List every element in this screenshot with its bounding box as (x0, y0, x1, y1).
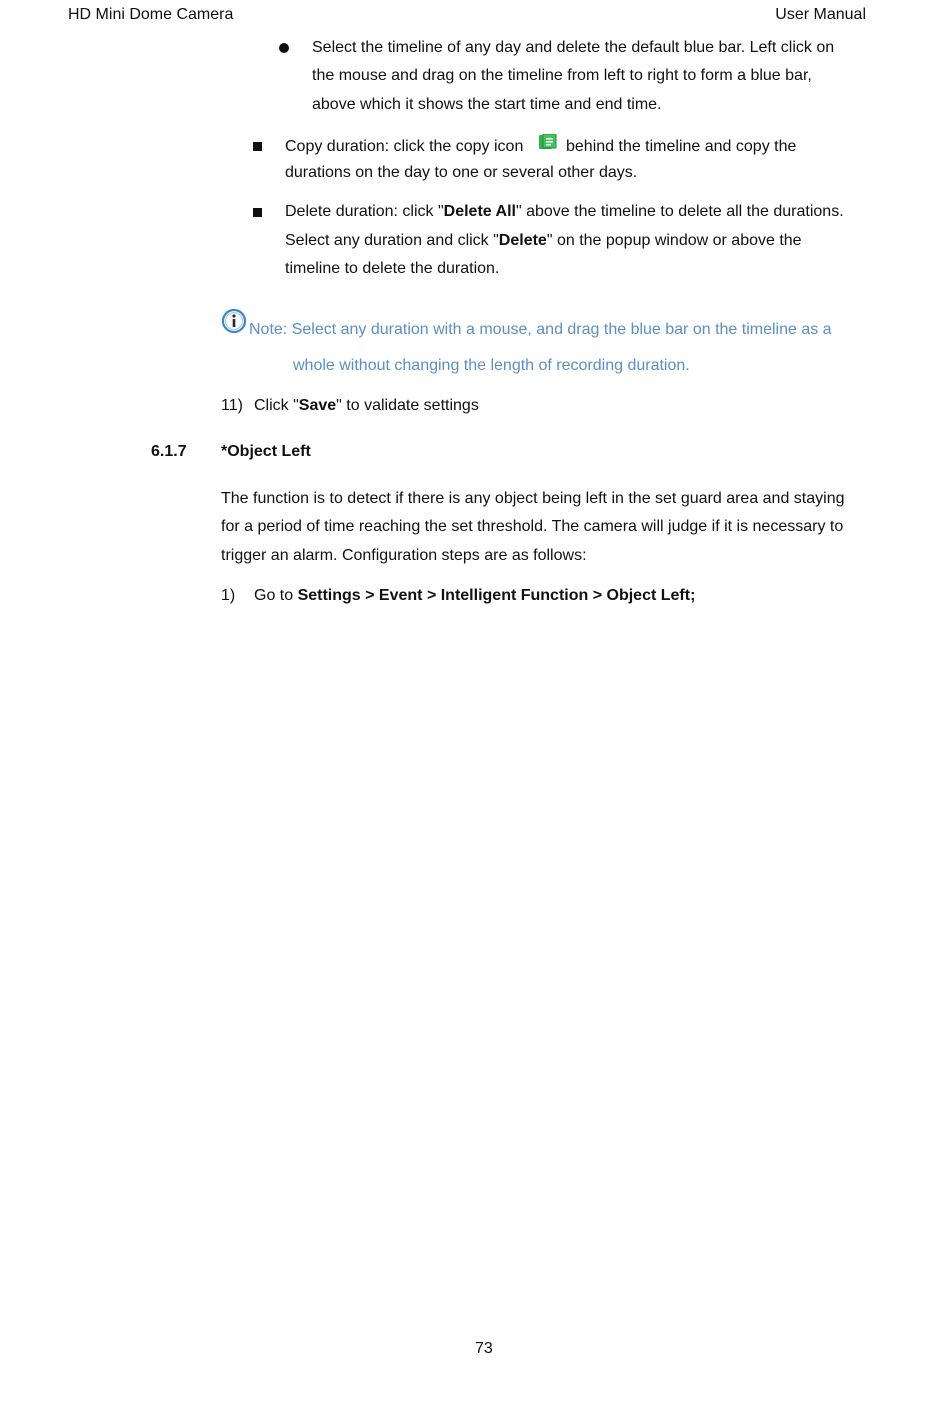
note-line-2: whole without changing the length of recording duration. (293, 357, 690, 374)
bullet-dot (279, 43, 289, 53)
delete-duration-line-2: Select any duration and click "Delete" on the popup window or above the (285, 232, 802, 249)
paragraph-line-2: for a period of time reaching the set threshold. The camera will judge if it is necessary to (221, 518, 844, 535)
step-11-number: 11) (221, 397, 243, 414)
copy-duration-line-2: durations on the day to one or several other days. (285, 164, 638, 181)
delete-duration-line-3: timeline to delete the duration. (285, 260, 500, 277)
copy-icon (539, 134, 557, 150)
note-line-1: Note: Select any duration with a mouse, and drag the blue bar on the timeline as a (249, 321, 832, 338)
step-1-number: 1) (221, 587, 236, 604)
square-bullet (253, 142, 262, 151)
bullet-line-2: the mouse and drag on the timeline from left to right to form a blue bar, (312, 67, 812, 84)
section-title: *Object Left (221, 443, 311, 460)
bullet-line-1: Select the timeline of any day and delete the default blue bar. Left click on (312, 39, 835, 56)
paragraph-line-3: trigger an alarm. Configuration steps are as follows: (221, 547, 587, 564)
settings-path: Settings > Event > Intelligent Function > Object Left; (297, 587, 696, 604)
bullet-line-3: above which it shows the start time and end time. (312, 96, 662, 113)
page-number: 73 (475, 1340, 493, 1357)
delete-duration-line-1: Delete duration: click "Delete All" above the timeline to delete all the durations. (285, 203, 844, 220)
delete-all-label: Delete All (443, 203, 516, 220)
info-icon (221, 308, 247, 334)
step-11-text: Click "Save" to validate settings (254, 397, 479, 414)
header-title-left: HD Mini Dome Camera (68, 6, 234, 23)
copy-duration-text-after: behind the timeline and copy the (566, 138, 797, 155)
paragraph-line-1: The function is to detect if there is any object being left in the set guard area and staying (221, 490, 845, 507)
header-title-right: User Manual (775, 6, 866, 23)
section-number: 6.1.7 (151, 443, 187, 460)
save-label: Save (298, 397, 337, 414)
square-bullet (253, 208, 262, 217)
delete-label: Delete (498, 232, 547, 249)
step-1-text: Go to Settings > Event > Intelligent Function > Object Left; (254, 587, 696, 604)
copy-duration-text-before: Copy duration: click the copy icon (285, 138, 524, 155)
